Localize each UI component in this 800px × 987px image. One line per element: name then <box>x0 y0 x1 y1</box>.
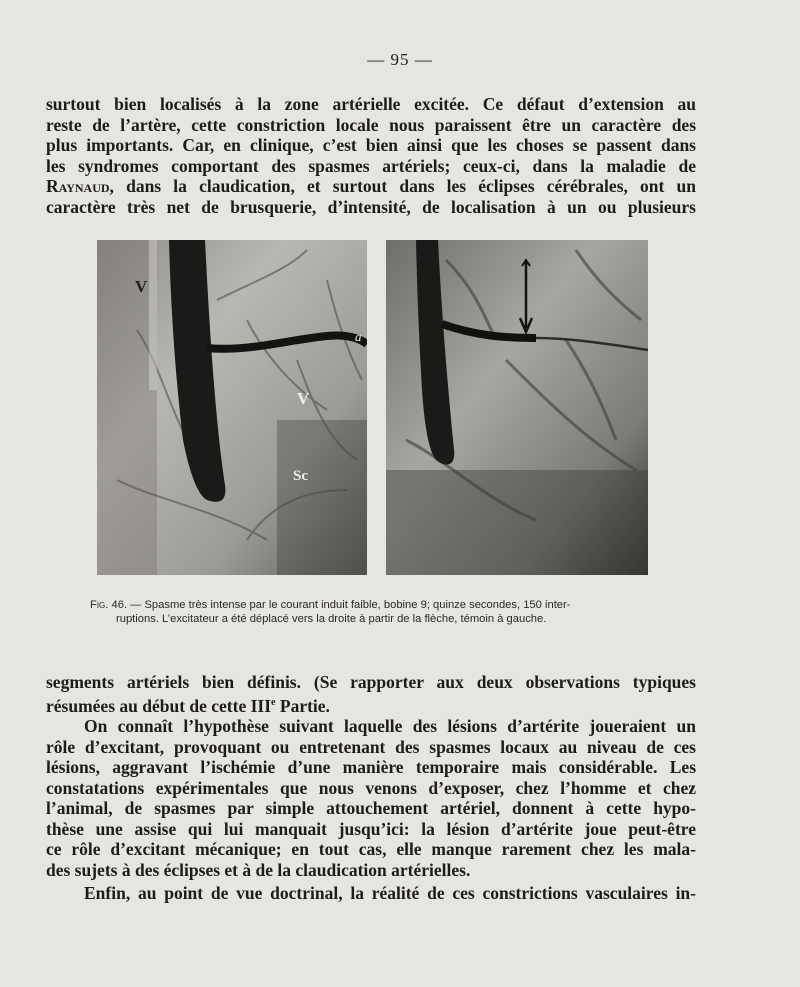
top-paragraph <box>46 94 696 217</box>
caption-text-line-1: — Spasme très intense par le courant induit faible, bobine 9; quinze secondes, 150 inter- <box>130 599 571 611</box>
text-line: lésions, aggravant l’ischémie d’une manière temporaire mais considérable. Les <box>46 757 696 777</box>
figure-photo-left <box>97 240 367 575</box>
figure-photo-right <box>386 240 648 575</box>
text-line: caractère très net de brusquerie, d’intensité, de localisation à un ou plusieurs <box>46 196 696 217</box>
text-line: les syndromes comportant des spasmes artériels; ceux-ci, dans la maladie de <box>46 155 696 176</box>
label-sc: Sc <box>293 468 308 484</box>
label-v-middle: V <box>297 389 310 408</box>
text-line: ce rôle d’excitant mécanique; en tout cas, elle manque rarement chez les mala- <box>46 839 696 859</box>
paragraph-3 <box>46 716 696 880</box>
text-line: thèse une assise qui lui manquait jusqu’ici: la lésion d’artérite joue peut-être <box>46 818 696 839</box>
caption-text-line-2: ruptions. L’excitateur a été déplacé vers la droite à partir de la flèche, témoin à gauche. <box>116 613 547 625</box>
text-line <box>46 176 696 197</box>
paragraph-4 <box>46 883 696 904</box>
text-line: l’animal, de spasmes par simple attouchement artériel, donnent à cette hypo- <box>46 798 696 818</box>
angiogram-right-image <box>386 240 648 575</box>
text-line: reste de l’artère, cette constriction locale nous paraissent être un caractère des <box>46 114 696 135</box>
caption-label: Fig. 46. <box>90 599 128 611</box>
text-line: On connaît l’hypothèse suivant laquelle des lésions d’artérite joueraient un <box>84 716 696 736</box>
text-line: surtout bien localisés à la zone artérielle excitée. Ce défaut d’extension au <box>46 94 696 114</box>
text-line: constatations expérimentales que nous venons d’exposer, chez l’homme et chez <box>46 777 696 798</box>
figure-caption <box>90 598 672 626</box>
label-v-upper: V <box>135 277 148 296</box>
text-line: des sujets à des éclipses et à de la claudication artérielles. <box>46 859 471 880</box>
superscript: e <box>271 696 276 708</box>
text-line: Enfin, au point de vue doctrinal, la réalité de ces constrictions vasculaires in- <box>84 883 696 903</box>
text-line: rôle d’excitant, provoquant ou entretenant des spasmes locaux au niveau de ces <box>46 736 696 757</box>
author-name-raynaud: Raynaud, <box>46 176 114 196</box>
text-fragment: dans la claudication, et surtout dans les éclipses cérébrales, ont un <box>126 176 696 196</box>
angiogram-left-image <box>97 240 367 575</box>
page-number: — 95 — <box>367 50 433 69</box>
label-a: a <box>355 329 362 344</box>
text-fragment: résumées au début de cette III <box>46 695 272 716</box>
text-line: segments artériels bien définis. (Se rapporter aux deux observations typiques <box>46 672 696 692</box>
text-fragment: Partie. <box>279 695 330 716</box>
paragraph-2 <box>46 672 696 716</box>
text-line: plus importants. Car, en clinique, c’est bien ainsi que les choses se passent dans <box>46 135 696 155</box>
text-line <box>46 693 696 716</box>
